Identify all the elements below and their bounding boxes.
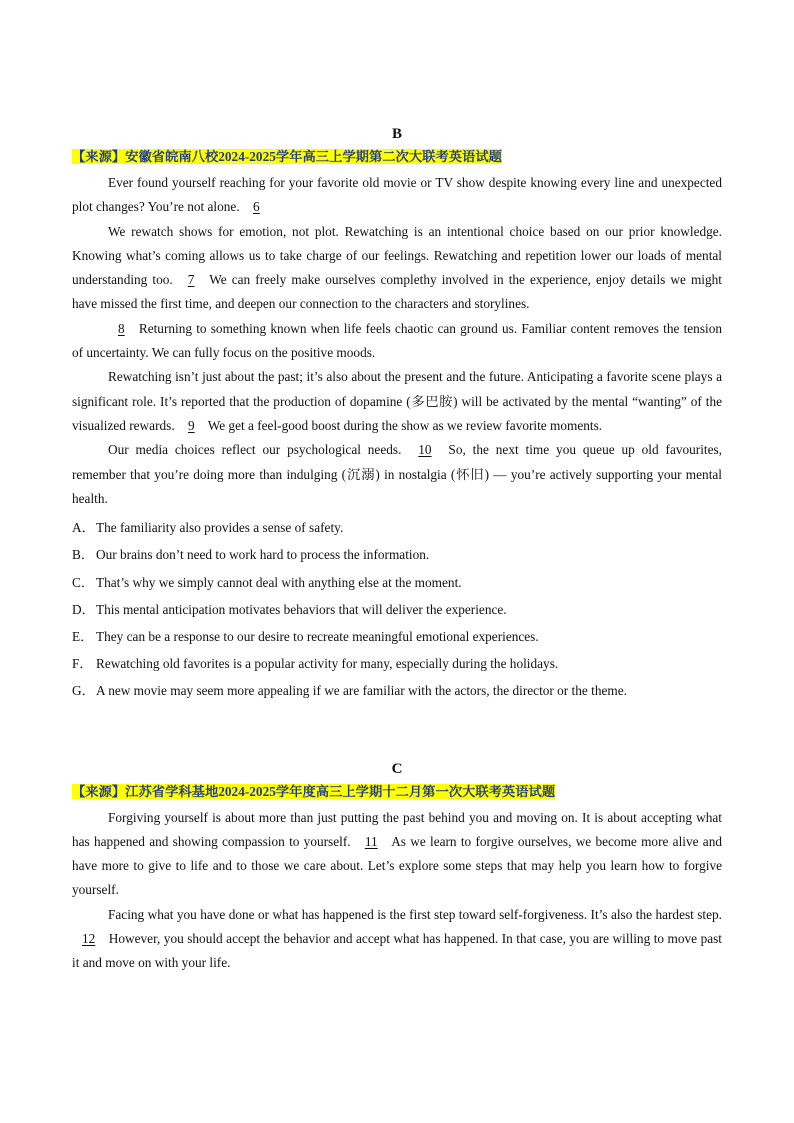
blank-6: 6 bbox=[252, 199, 260, 215]
source-highlight: 【来源】江苏省学科基地2024-2025学年度高三上学期十二月第一次大联考英语试题 bbox=[72, 783, 556, 799]
options-list bbox=[72, 514, 722, 704]
paragraph-b2: We rewatch shows for emotion, not plot. Rewatching is an intentional choice based on our prior knowledge. Knowing what’s coming allows us to take charge of our feelings. Rewatching and repetition lower our loads of mental understanding too. 7 We can freely make ourselves complethy involved in the experience, enjoy details we might have missed the first time, and deepen our connection to the characters and storylines. bbox=[72, 223, 722, 312]
option-g: G．A new movie may seem more appealing if we are familiar with the actors, the director or the theme. bbox=[72, 683, 627, 699]
option-a: A．The familiarity also provides a sense of safety. bbox=[72, 520, 344, 536]
blank-12: 12 bbox=[82, 931, 96, 947]
source-line-c bbox=[72, 782, 722, 802]
source-highlight: 【来源】安徽省皖南八校2024-2025学年高三上学期第二次大联考英语试题 bbox=[72, 149, 502, 164]
paragraph-c2: Facing what you have done or what has happened is the first step toward self-forgiveness. It’s also the hardest step. 12 However, you should accept the behavior and accept what has happened. In that case, you are willing to move past it and move on with your life. bbox=[72, 906, 722, 971]
paragraph-b4: Rewatching isn’t just about the past; it’s also about the present and the future. Anticipating a favorite scene plays a significant role. It’s reported that the production of dopamine (多巴胺) will be activated by the mental “wanting” of the visualized rewards. 9 We get a feel-good boost during the show as we review favorite moments. bbox=[72, 365, 722, 438]
paragraph-c1: Forgiving yourself is about more than just putting the past behind you and moving on. It is about accepting what has happened and showing compassion to yourself. 11 As we learn to forgive ourselves, we become more alive and have more to give to life and to those we care about. Let’s explore some steps that may help you learn how to forgive yourself. bbox=[72, 809, 722, 898]
document-page bbox=[72, 0, 722, 976]
blank-11: 11 bbox=[364, 833, 378, 849]
section-letter-b: B bbox=[391, 126, 402, 142]
paragraph-b1: Ever found yourself reaching for your favorite old movie or TV show despite knowing every line and unexpected plot changes? You’re not alone. 6 bbox=[72, 171, 722, 220]
paragraph-b5: Our media choices reflect our psychological needs. 10 So, the next time you queue up old favourites, remember that you’re doing more than indulging (沉溺) in nostalgia (怀旧) — you’re actively supporting your mental health. bbox=[72, 438, 722, 511]
blank-9: 9 bbox=[187, 417, 195, 433]
option-b: B． Our brains don’t need to work hard to process the information. bbox=[72, 547, 430, 563]
blank-10: 10 bbox=[418, 442, 432, 458]
source-line-b bbox=[72, 147, 722, 167]
section-letter-c: C bbox=[391, 760, 403, 777]
blank-8: 8 bbox=[118, 320, 125, 336]
blank-7: 7 bbox=[187, 272, 195, 288]
paragraph-b3: 8 Returning to something known when life feels chaotic can ground us. Familiar content removes the tension of uncertainty. We can fully focus on the positive moods. bbox=[72, 317, 722, 366]
option-f: F． Rewatching old favorites is a popular activity for many, especially during the holidays. bbox=[72, 656, 559, 672]
option-c: C． That’s why we simply cannot deal with anything else at the moment. bbox=[72, 574, 462, 590]
option-e: E． They can be a response to our desire to recreate meaningful emotional experiences. bbox=[72, 628, 539, 644]
option-d: D．This mental anticipation motivates behaviors that will deliver the experience. bbox=[72, 601, 507, 617]
